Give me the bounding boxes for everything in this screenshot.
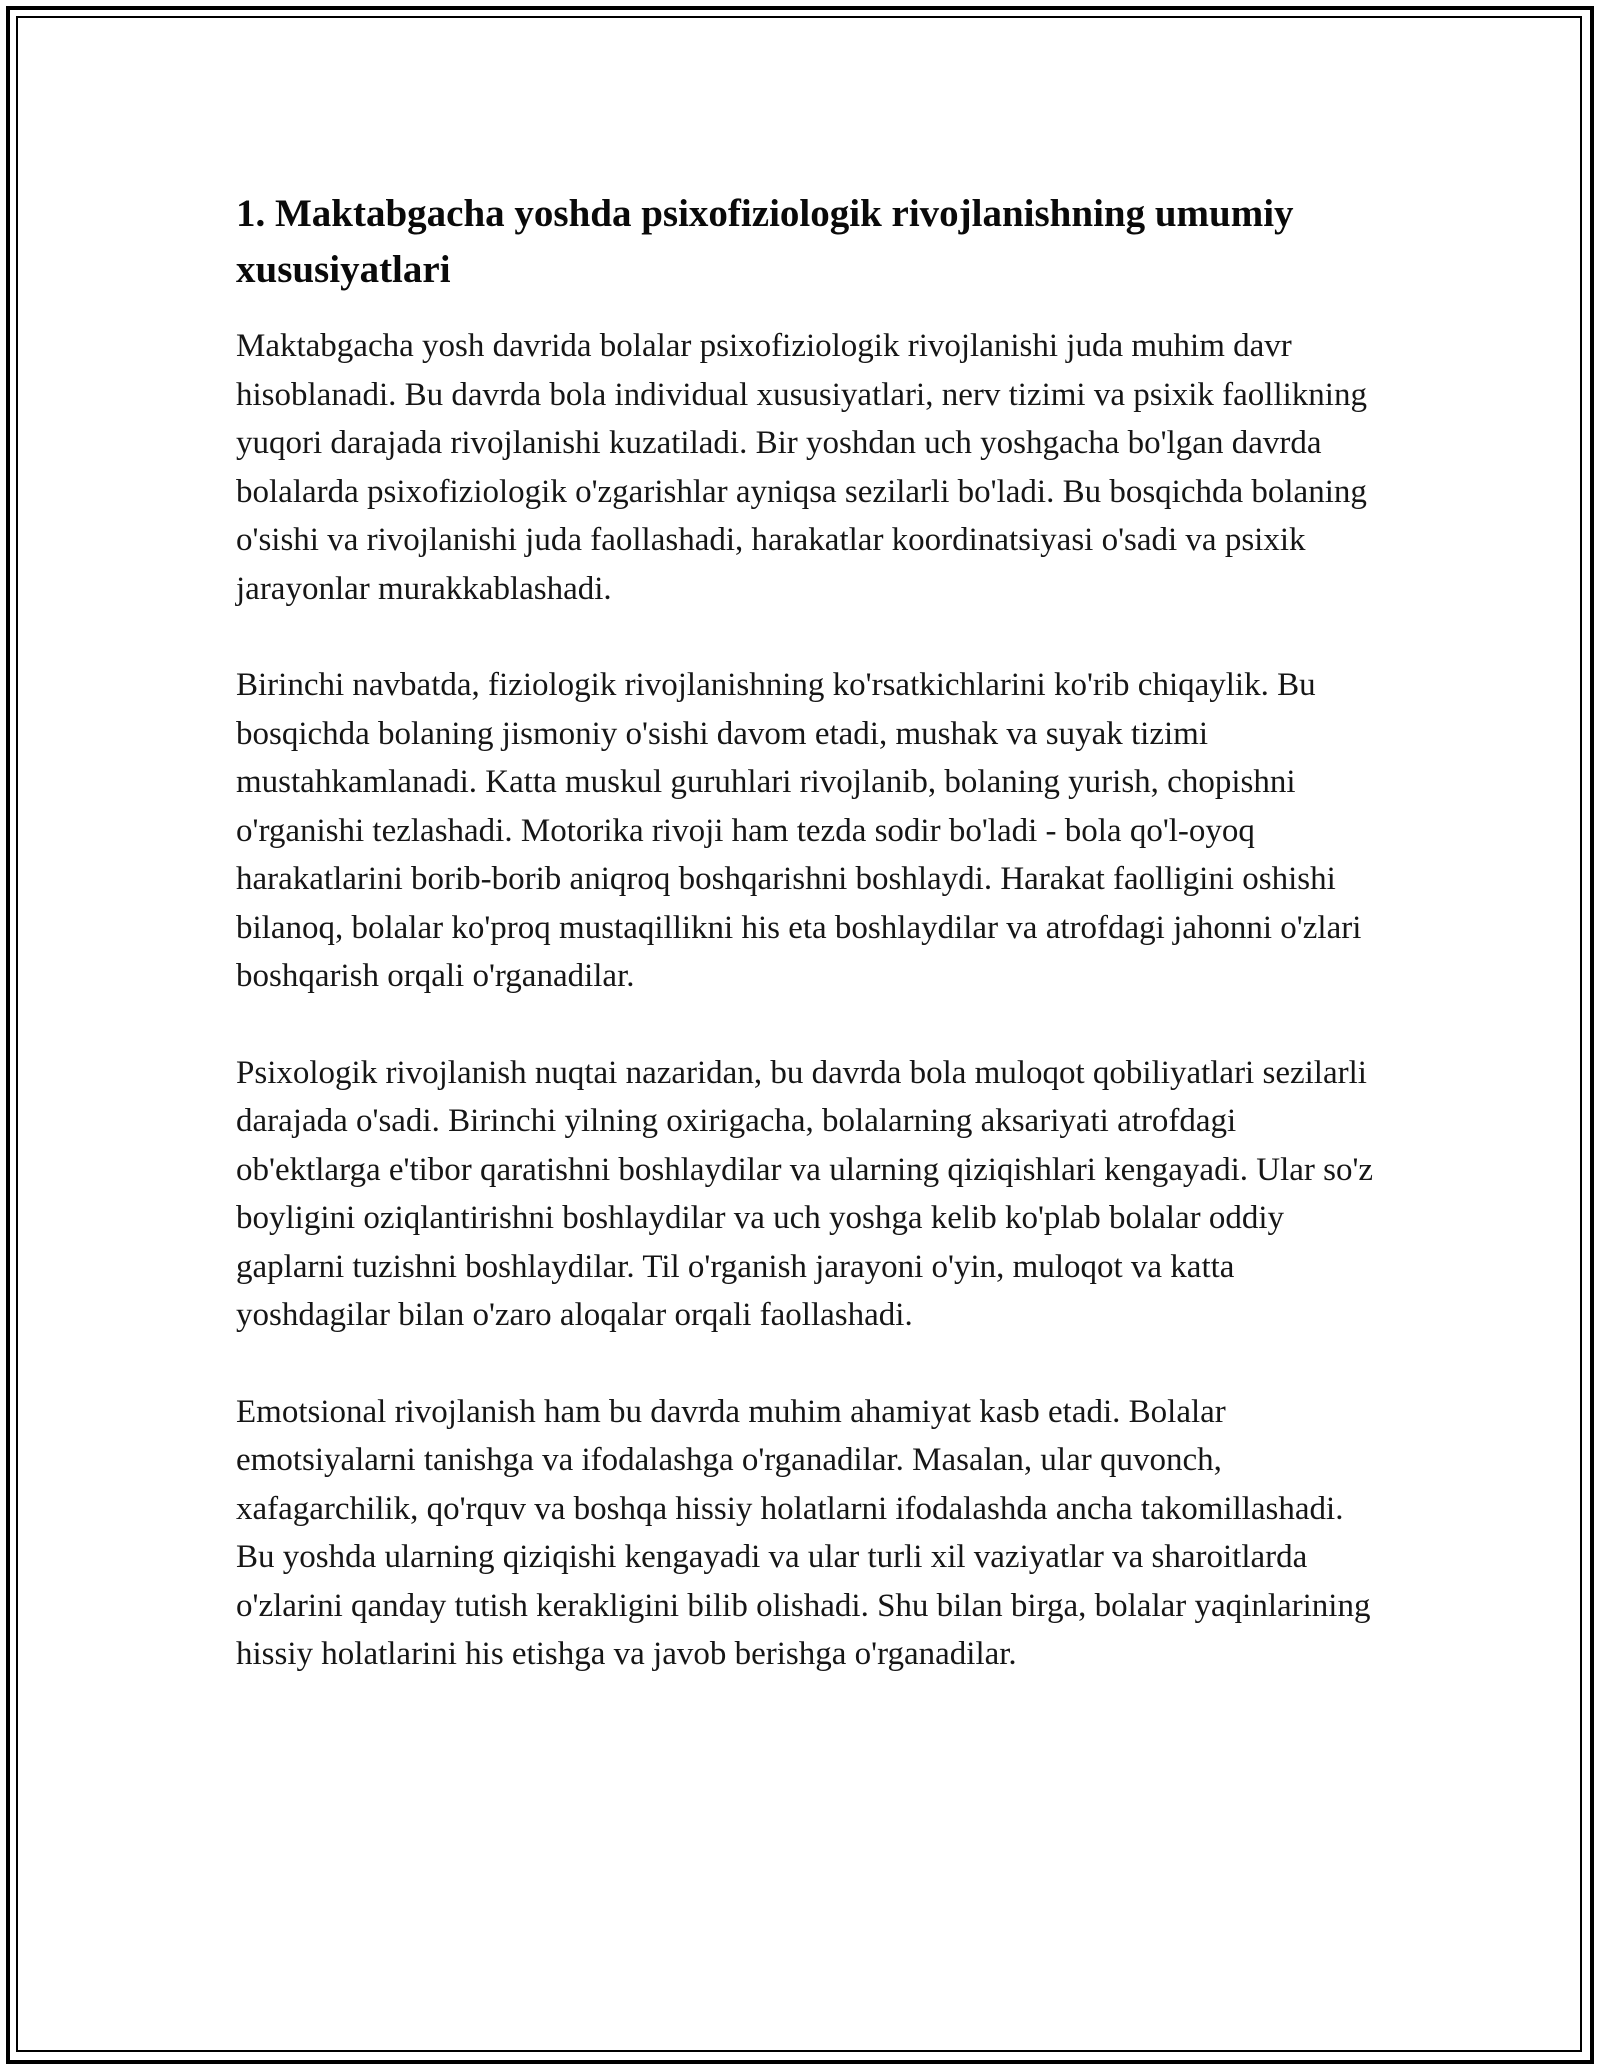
paragraph-4: Emotsional rivojlanish ham bu davrda muhim ahamiyat kasb etadi. Bolalar emotsiyalarni tanishga va ifodalashga o'rganadilar. Masalan, ular quvonch, xafagarchilik, qo'rquv va boshqa hissiy holatlarni ifodalashda ancha takomillashadi. Bu yoshda ularning qiziqishi kengayadi va ular turli xil vaziyatlar va sharoitlarda o'zlarini qanday tutish kerakligini bilib olishadi. Shu bilan birga, bolalar yaqinlarining hissiy holatlarini his etishga va javob berishga o'rganadilar.: [236, 1393, 1371, 1672]
paragraph-1: Maktabgacha yosh davrida bolalar psixofiziologik rivojlanishi juda muhim davr hisoblanadi. Bu davrda bola individual xususiyatlari, nerv tizimi va psixik faollikning yuqori darajada rivojlanishi kuzatiladi. Bir yoshdan uch yoshgacha bo'lgan davrda bolalarda psixofiziologik o'zgarishlar ayniqsa sezilarli bo'ladi. Bu bosqichda bolaning o'sishi va rivojlanishi juda faollashadi, harakatlar koordinatsiyasi o'sadi va psixik jarayonlar murakkablashadi.: [236, 328, 1367, 607]
section-heading: 1. Maktabgacha yoshda psixofiziologik rivojlanishning umumiy xususiyatlari: [236, 192, 1294, 291]
document-body: [236, 186, 1386, 1727]
paragraph-3: Psixologik rivojlanish nuqtai nazaridan, bu davrda bola muloqot qobiliyatlari sezilarli darajada o'sadi. Birinchi yilning oxirigacha, bolalarning aksariyati atrofdagi ob'ektlarga e'tibor qaratishni boshlaydilar va ularning qiziqishlari kengayadi. Ular so'z boyligini oziqlantirishni boshlaydilar va uch yoshga kelib ko'plab bolalar oddiy gaplarni tuzishni boshlaydilar. Til o'rganish jarayoni o'yin, muloqot va katta yoshdagilar bilan o'zaro aloqalar orqali faollashadi.: [236, 1054, 1374, 1333]
paragraph-2: Birinchi navbatda, fiziologik rivojlanishning ko'rsatkichlarini ko'rib chiqaylik. Bu bosqichda bolaning jismoniy o'sishi davom etadi, mushak va suyak tizimi mustahkamlanadi. Katta muskul guruhlari rivojlanib, bolaning yurish, chopishni o'rganishi tezlashadi. Motorika rivoji ham tezda sodir bo'ladi - bola qo'l-oyoq harakatlarini borib-borib aniqroq boshqarishni boshlaydi. Harakat faolligini oshishi bilanoq, bolalar ko'proq mustaqillikni his eta boshlaydilar va atrofdagi jahonni o'zlari boshqarish orqali o'rganadilar.: [236, 667, 1362, 994]
